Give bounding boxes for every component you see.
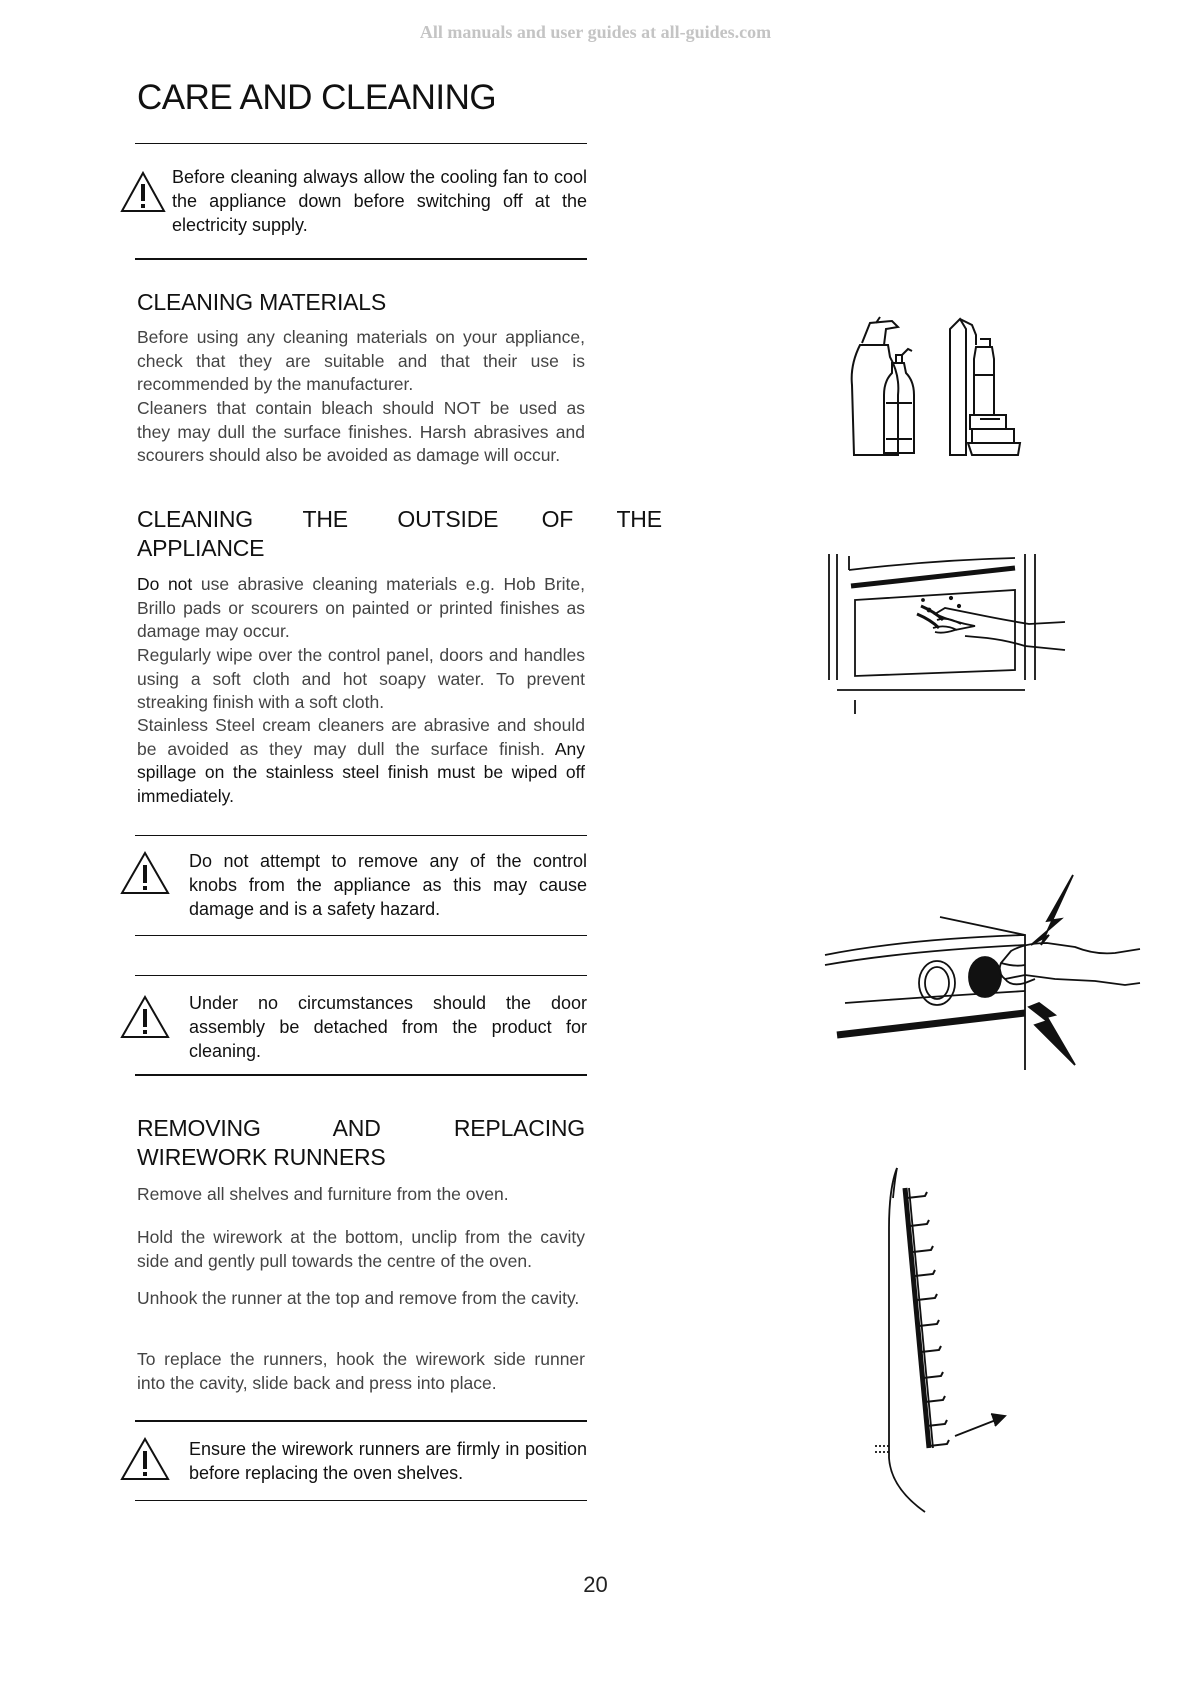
paragraph: To replace the runners, hook the wirework side runner into the cavity, slide back and press into place. [137, 1349, 585, 1393]
heading-text: CLEANING THE OUTSIDE OF THE [137, 506, 662, 532]
divider [135, 1500, 587, 1501]
divider [135, 1420, 587, 1422]
paragraph-text: use abrasive cleaning materials e.g. Hob Brite, Brillo pads or scourers on painted or printed finishes as damage may occur. [137, 574, 585, 641]
warning-triangle-icon [120, 851, 170, 895]
section-heading-cleaning-outside-line2: APPLIANCE [137, 535, 265, 561]
warning-box-cooling-fan [120, 165, 587, 237]
warning-box-wirework-runners [120, 1437, 587, 1485]
paragraph: Regularly wipe over the control panel, doors and handles using a soft cloth and hot soapy water. To prevent streaking finish with a soft cloth. [137, 645, 585, 712]
control-knob-warning-illustration [825, 875, 1140, 1070]
paragraph-text: Stainless Steel cream cleaners are abrasive and should be avoided as they may dull the surface finish. [137, 715, 585, 759]
warning-box-door-assembly [120, 991, 587, 1063]
emphasis-text: Do not [137, 574, 193, 594]
divider [135, 935, 587, 936]
paragraph [137, 573, 585, 644]
page-number: 20 [583, 1572, 608, 1597]
warning-triangle-icon [120, 995, 170, 1039]
divider [135, 1074, 587, 1076]
watermark: All manuals and user guides at all-guides.com [419, 22, 772, 42]
warning-text: Do not attempt to remove any of the control knobs from the appliance as this may cause damage and is a safety hazard. [189, 851, 587, 919]
wirework-runner-illustration [875, 1168, 1025, 1513]
paragraph: Cleaners that contain bleach should NOT be used as they may dull the surface finishes. Harsh abrasives and scourers should also be avoided as damage will occur. [137, 398, 585, 465]
warning-triangle-icon [120, 171, 166, 213]
warning-text: Ensure the wirework runners are firmly in position before replacing the oven shelves. [189, 1439, 587, 1483]
warning-text: Before cleaning always allow the cooling fan to cool the appliance down before switching off at the electricity supply. [172, 167, 587, 235]
cleaning-products-illustration [840, 315, 1040, 460]
wiping-oven-illustration [825, 550, 1070, 715]
paragraph: Hold the wirework at the bottom, unclip from the cavity side and gently pull towards the centre of the oven. [137, 1227, 585, 1271]
warning-triangle-icon [120, 1437, 170, 1481]
page-title: CARE AND CLEANING [137, 78, 497, 117]
warning-text: Under no circumstances should the door assembly be detached from the product for cleaning. [189, 993, 587, 1061]
paragraph: Remove all shelves and furniture from the oven. [137, 1184, 509, 1204]
warning-box-control-knobs [120, 849, 587, 921]
divider [135, 975, 587, 976]
divider [135, 258, 587, 260]
divider [135, 143, 587, 144]
section-heading-wirework-runners: REMOVING AND REPLACING WIREWORK RUNNERS [137, 1115, 585, 1170]
section-heading-cleaning-outside-line1 [137, 505, 662, 534]
paragraph: Unhook the runner at the top and remove from the cavity. [137, 1288, 580, 1308]
paragraph [137, 714, 585, 808]
emphasis-text: Any spillage on the stainless steel finish must be wiped off immediately. [137, 738, 585, 806]
divider [135, 835, 587, 836]
paragraph: Before using any cleaning materials on your appliance, check that they are suitable and that their use is recommended by the manufacturer. [137, 327, 585, 394]
section-heading-cleaning-materials: CLEANING MATERIALS [137, 289, 387, 315]
